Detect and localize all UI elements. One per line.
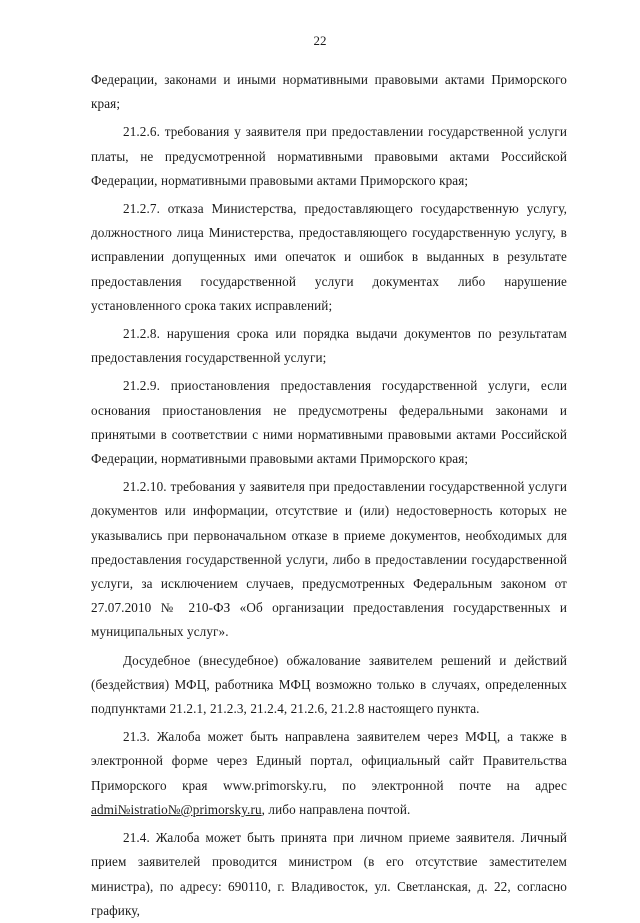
paragraph-mfc-appeal: Досудебное (внесудебное) обжалование заявителем решений и действий (бездействия) МФЦ, работника МФЦ возможно только в случаях, определенных подпунктами 21.2.1, 21.2.3, 21.2.4, 21.2.6, 21.2.8 настоящего пункта. xyxy=(91,652,567,717)
paragraph-21-2-6: 21.2.6. требования у заявителя при предоставлении государственной услуги платы, не предусмотренной нормативными правовыми актами Российской Федерации, нормативными правовыми актами Приморского края; xyxy=(91,124,567,188)
paragraph-21-3-text: 21.3. Жалоба может быть направлена заявителем через МФЦ, а также в электронной форме через Единый портал, официальный сайт Правительства Приморского края www.primorsky.ru, по электронной почте на адрес xyxy=(91,729,567,793)
paragraph-21-2-9: 21.2.9. приостановления предоставления государственной услуги, если основания приостановления не предусмотрены федеральными законами и принятыми в соответствии с ними нормативными правовыми актами Российской Федерации, нормативными правовыми актами Приморского края; xyxy=(91,378,567,467)
email-link[interactable]: admi№istratio№@primorsky.ru xyxy=(91,801,262,817)
paragraph-21-4: 21.4. Жалоба может быть принята при личном приеме заявителя. Личный прием заявителей проводится министром (в его отсутствие заместителем министра), по адресу: 690110, г. Владивосток, ул. Светланская, д. 22, согласно графику, xyxy=(91,830,567,918)
document-body xyxy=(91,68,567,923)
page-number: 22 xyxy=(313,33,327,48)
paragraph-21-2-10: 21.2.10. требования у заявителя при предоставлении государственной услуги документов или информации, отсутствие и (или) недостоверность которых не указывались при первоначальном отказе в приеме документов, необходимых для предоставления государственной услуги, либо в предоставлении государственной услуги, за исключением случаев, предусмотренных Федеральным законом от 27.07.2010 № 210-ФЗ «Об организации предоставления государственных и муниципальных услуг». xyxy=(91,479,567,640)
paragraph-21-2-7: 21.2.7. отказа Министерства, предоставляющего государственную услугу, должностного лица Министерства, предоставляющего государственную услугу, в исправлении допущенных ими опечаток и ошибок в выданных в результате предоставления государственной услуги документах либо нарушение установленного срока таких исправлений; xyxy=(91,201,567,313)
paragraph-21-3 xyxy=(91,725,567,822)
paragraph-21-3-tail: , либо направлена почтой. xyxy=(261,801,411,817)
paragraph-21-2-8: 21.2.8. нарушения срока или порядка выдачи документов по результатам предоставления государственной услуги; xyxy=(91,326,567,366)
paragraph-continuation: Федерации, законами и иными нормативными правовыми актами Приморского края; xyxy=(91,72,567,112)
